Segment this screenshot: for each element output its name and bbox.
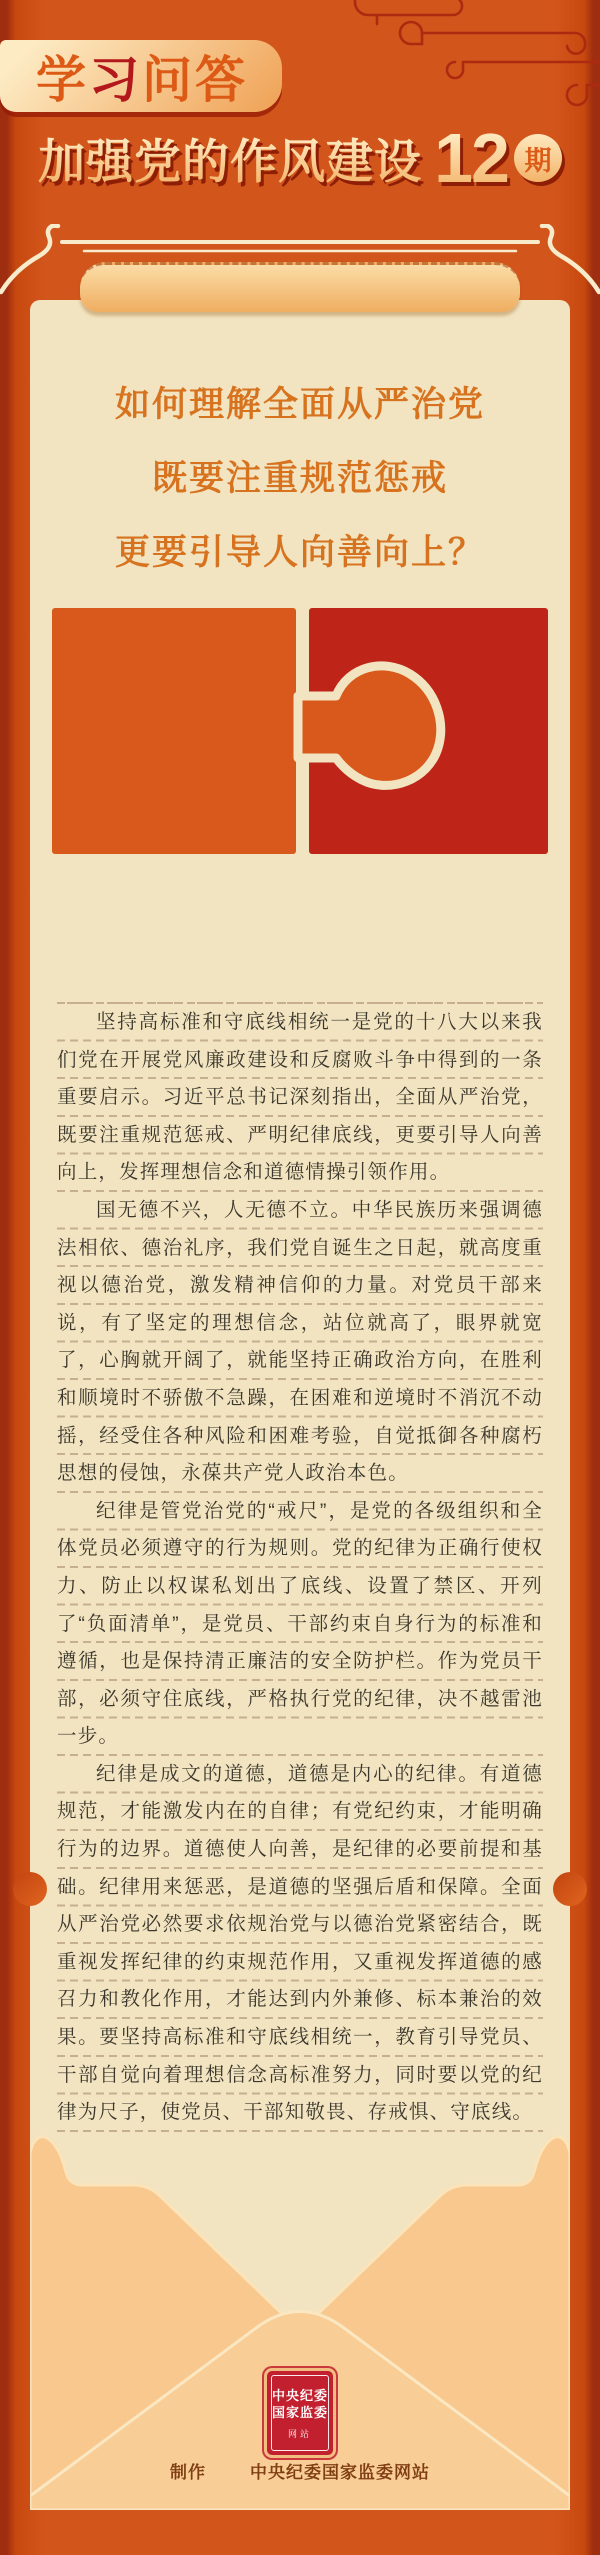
paragraph: 国无德不兴，人无德不立。中华民族历来强调德法相依、德治礼序，我们党自诞生之日起，就高度重视以德治党，激发精神信仰的力量。对党员干部来说，有了坚定的理想信念，站位就高了，眼界就宽了，心胸就开阔了，就能坚持正确政治方向，在胜利和顺境时不骄傲不急躁，在困难和逆境时不消沉不动摇，经受住各种风险和困难考验，自觉抵御各种腐朽思想的侵蚀，永葆共产党人政治本色。 (57, 1198, 543, 1485)
gold-bar (80, 262, 520, 312)
credit-value: 中央纪委国家监委网站 (250, 2463, 430, 2482)
article-text (57, 1002, 543, 2132)
badge-text-pre: 学 (36, 52, 89, 108)
side-notch-right (553, 1872, 587, 1906)
puzzle-illustration (52, 608, 548, 854)
seal-inner-frame (271, 2375, 329, 2451)
seal-text: 中央纪委 (272, 2387, 329, 2403)
paragraph: 坚持高标准和守底线相统一是党的十八大以来我们党在开展党风廉政建设和反腐败斗争中得到的一条重要启示。习近平总书记深刻指出，全面从严治党，既要注重规范惩戒、严明纪律底线，更要引导人向善向上，发挥理想信念和道德情操引领作用。 (57, 1011, 543, 1184)
official-seal (267, 2371, 333, 2455)
question-line: 既要注重规范惩戒 (151, 459, 448, 498)
credit-label: 制作 (170, 2463, 206, 2482)
series-badge (0, 40, 282, 112)
paragraph: 纪律是成文的道德，道德是内心的纪律。有道德规范，才能激发内在的自律；有党纪约束，才能明确行为的边界。道德使人向善，是纪律的必要前提和基础。纪律用来惩恶，是道德的坚强后盾和保障。全面从严治党必然要求依规治党与以德治党紧密结合，既重视发挥纪律的约束规范作用，又重视发挥道德的感召力和教化作用，才能达到内外兼修、标本兼治的效果。要坚持高标准和守底线相统一，教育引导党员、干部自觉向着理想信念高标准努力，同时要以党的纪律为尺子，使党员、干部知敬畏、存戒惧、守底线。 (57, 1762, 543, 2124)
question-line: 如何理解全面从严治党 (114, 385, 485, 424)
issue-circle: 期 (514, 134, 562, 182)
seal-subtext: 网站 (287, 2428, 312, 2439)
main-title (0, 118, 600, 198)
badge-text-highlight: 习 (89, 52, 142, 108)
question-line: 更要引导人向善向上？ (114, 533, 485, 572)
left-eave-icon (1, 226, 58, 292)
puzzle-piece-left (52, 608, 296, 854)
main-title-text: 加强党的作风建设 (38, 125, 422, 192)
paragraph: 纪律是管党治党的“戒尺”，是党的各级组织和全体党员必须遵守的行为规则。党的纪律为正确行使权力、防止以权谋私划出了底线、设置了禁区、开列了“负面清单”，是党员、干部约束自身行为的标准和遵循，也是保持清正廉洁的安全防护栏。作为党员干部，必须守住底线，严格执行党的纪律，决不越雷池一步。 (57, 1499, 543, 1748)
issue-number: 12 (434, 119, 508, 197)
side-notch-left (13, 1872, 47, 1906)
production-credit (30, 2458, 570, 2483)
seal-text: 国家监委 (272, 2404, 329, 2420)
question-title (30, 368, 570, 590)
badge-text-post: 问答 (142, 52, 248, 108)
right-eave-icon (542, 226, 599, 292)
